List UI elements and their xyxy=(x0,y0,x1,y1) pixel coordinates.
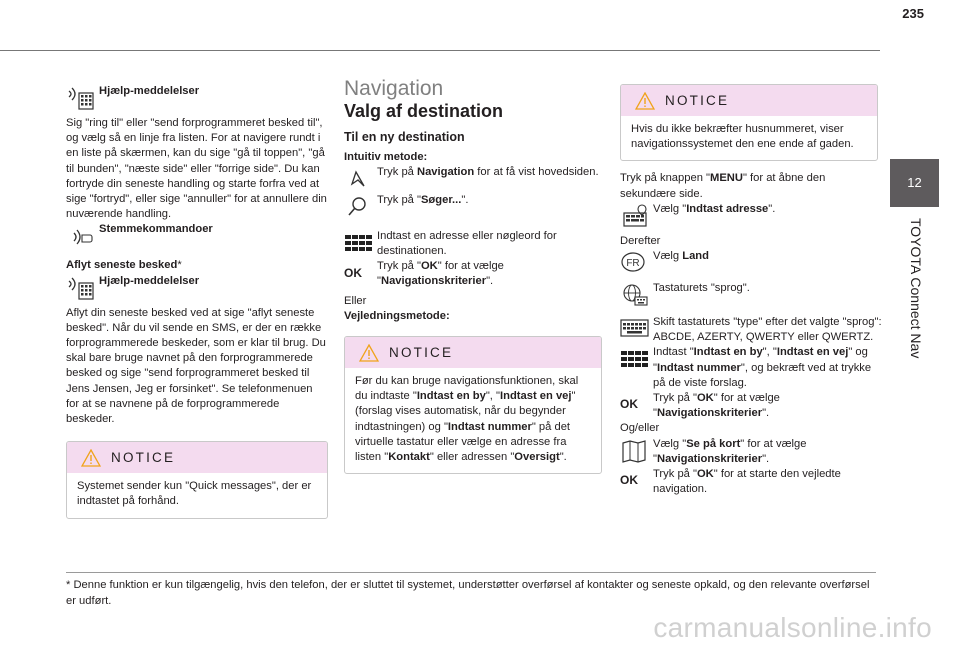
or-label: Eller xyxy=(344,294,367,307)
chapter-tab[interactable]: 12 xyxy=(890,159,939,207)
notice-box xyxy=(344,336,602,474)
and-or-label: Og/eller xyxy=(620,422,660,435)
step-search xyxy=(344,193,602,221)
notice-header xyxy=(67,442,327,473)
voice-keypad-icon xyxy=(66,274,99,302)
step-ok-text: Tryk på "OK" for at vælge "Navigationskriterier". xyxy=(377,260,504,288)
step-search-text: Tryk på "Søger...". xyxy=(377,193,469,206)
help-messages-text: Sig "ring til" eller "send forprogrammeret besked til", og vælg så en linje fra listen. For at navigere rundt i en liste på skærmen, kan du sige "gå til toppen", "gå til bunden", "næste side" eller "forrige side". Du kan fortryde din seneste handling og starte forfra ved at sige "fortryd", eller sige "annuller" for at annullere din nuværende handling. xyxy=(66,117,327,221)
destination-heading: Valg af destination xyxy=(344,101,504,122)
step-ok-text: Tryk på "OK" for at vælge "Navigationskriterier". xyxy=(653,392,780,420)
notice-box xyxy=(620,84,878,161)
address-keyboard-icon xyxy=(620,202,653,230)
step-language-text: Tastaturets "sprog". xyxy=(653,282,750,295)
notice-header xyxy=(345,337,601,368)
voice-commands-row xyxy=(66,222,328,250)
ok-button[interactable]: OK xyxy=(620,397,638,412)
step-start-nav-text: Tryk på "OK" for at starte den vejledte navigation. xyxy=(653,468,841,496)
footnote-divider xyxy=(66,572,876,573)
step-country-text: Vælg Land xyxy=(653,250,709,263)
step-enter-city-text: Indtast "Indtast en by", "Indtast en vej" og "Indtast nummer", og bekræft ved at trykke på de viste forslag. xyxy=(653,346,872,389)
step-enter-address xyxy=(620,202,878,230)
search-icon xyxy=(344,193,377,221)
help-messages-row-2 xyxy=(66,274,328,302)
chapter-label-wrap xyxy=(908,218,924,428)
notice-text: Før du kan bruge navigationsfunktionen, skal du indtaste "Indtast en by", "Indtast en vej" (forslag vises automatisk, når du begynder indtastningen) og "Indtast nummer" på det virtuelle tastatur eller vælge en adresse fra listen "Kontakt" eller adressen "Oversigt". xyxy=(355,375,579,464)
step-view-map-text: Vælg "Se på kort" for at vælge "Navigationskriterier". xyxy=(653,437,807,465)
map-icon xyxy=(620,437,653,465)
step-start-nav xyxy=(620,467,878,497)
step-view-map xyxy=(620,437,878,467)
keyboard-icon xyxy=(344,229,377,257)
step-enter-address xyxy=(344,229,602,259)
step-keyboard-type xyxy=(620,315,882,345)
step-enter-city xyxy=(620,345,878,391)
navigation-heading: Navigation xyxy=(344,77,444,100)
top-divider xyxy=(0,50,880,51)
notice-header xyxy=(621,85,877,116)
help-messages-text-2: Aflyt din seneste besked ved at sige "aflyt seneste besked". Når du vil sende en SMS, er der en række forprogrammerede beskeder, som er klar til brug. Du skal bare bruge navnet på den forprogrammerede besked og sige "send forprogrammeret besked til Jens Jensen, Jeg er forsinket". Se telefonmenuen for at se navnene på de forprogrammerede beskeder. xyxy=(66,306,326,426)
voice-icon xyxy=(66,222,99,250)
column-left xyxy=(66,84,328,519)
help-messages-title: Hjælp-meddelelser xyxy=(99,85,200,97)
country-icon xyxy=(620,249,653,277)
step-enter-address-text: Vælg "Indtast adresse". xyxy=(653,202,776,215)
help-messages-title-2: Hjælp-meddelelser xyxy=(99,274,200,287)
warning-icon xyxy=(81,449,101,467)
then-label: Derefter xyxy=(620,234,661,247)
column-middle xyxy=(344,77,602,474)
step-ok xyxy=(620,391,878,421)
notice-label: NOTICE xyxy=(665,92,730,108)
voice-keypad-icon xyxy=(66,84,99,112)
navigation-arrow-icon xyxy=(344,165,377,193)
page-number: 235 xyxy=(902,6,924,21)
ok-button[interactable]: OK xyxy=(620,473,638,488)
guided-method-label: Vejledningsmetode: xyxy=(344,309,450,322)
chapter-label: TOYOTA Connect Nav xyxy=(908,218,924,359)
notice-text: Systemet sender kun "Quick messages", der er indtastet på forhånd. xyxy=(77,480,312,508)
ok-button[interactable]: OK xyxy=(344,265,362,280)
notice-text: Hvis du ikke bekræfter husnummeret, viser navigationssystemet den ene ende af gaden. xyxy=(631,123,854,151)
svg-text:FR: FR xyxy=(626,258,640,270)
new-destination-heading: Til en ny destination xyxy=(344,130,465,145)
step-enter-address-text: Indtast en adresse eller nøgleord for destinationen. xyxy=(377,229,557,258)
menu-instruction: Tryk på knappen "MENU" for at åbne den sekundære side. xyxy=(620,172,826,200)
step-country xyxy=(620,249,878,277)
watermark: carmanualsonline.info xyxy=(653,612,932,643)
voice-commands-title: Stemmekommandoer xyxy=(99,223,213,236)
listen-last-heading: Aflyt seneste besked* xyxy=(66,259,182,272)
step-navigation-text: Tryk på Navigation for at få vist hovedsiden. xyxy=(377,165,599,178)
help-messages-row xyxy=(66,84,328,112)
globe-keyboard-icon xyxy=(620,281,653,309)
step-keyboard-type-text: Skift tastaturets "type" efter det valgte "sprog": ABCDE, AZERTY, QWERTY eller QWERTZ. xyxy=(653,316,882,344)
keyboard-icon xyxy=(620,345,653,373)
keyboard-type-icon xyxy=(620,315,653,343)
step-navigation xyxy=(344,165,602,193)
notice-label: NOTICE xyxy=(111,450,176,466)
column-right xyxy=(620,84,882,497)
warning-icon xyxy=(635,92,655,110)
step-language xyxy=(620,281,878,309)
warning-icon xyxy=(359,344,379,362)
notice-label: NOTICE xyxy=(389,344,454,360)
footnote: * Denne funktion er kun tilgængelig, hvis den telefon, der er sluttet til systemet, understøtter overførsel af kontakter og seneste opkald, og den relevante overførsel er udført. xyxy=(66,579,870,607)
intuitive-method-label: Intuitiv metode: xyxy=(344,150,428,163)
notice-box xyxy=(66,441,328,518)
step-ok xyxy=(344,259,602,289)
